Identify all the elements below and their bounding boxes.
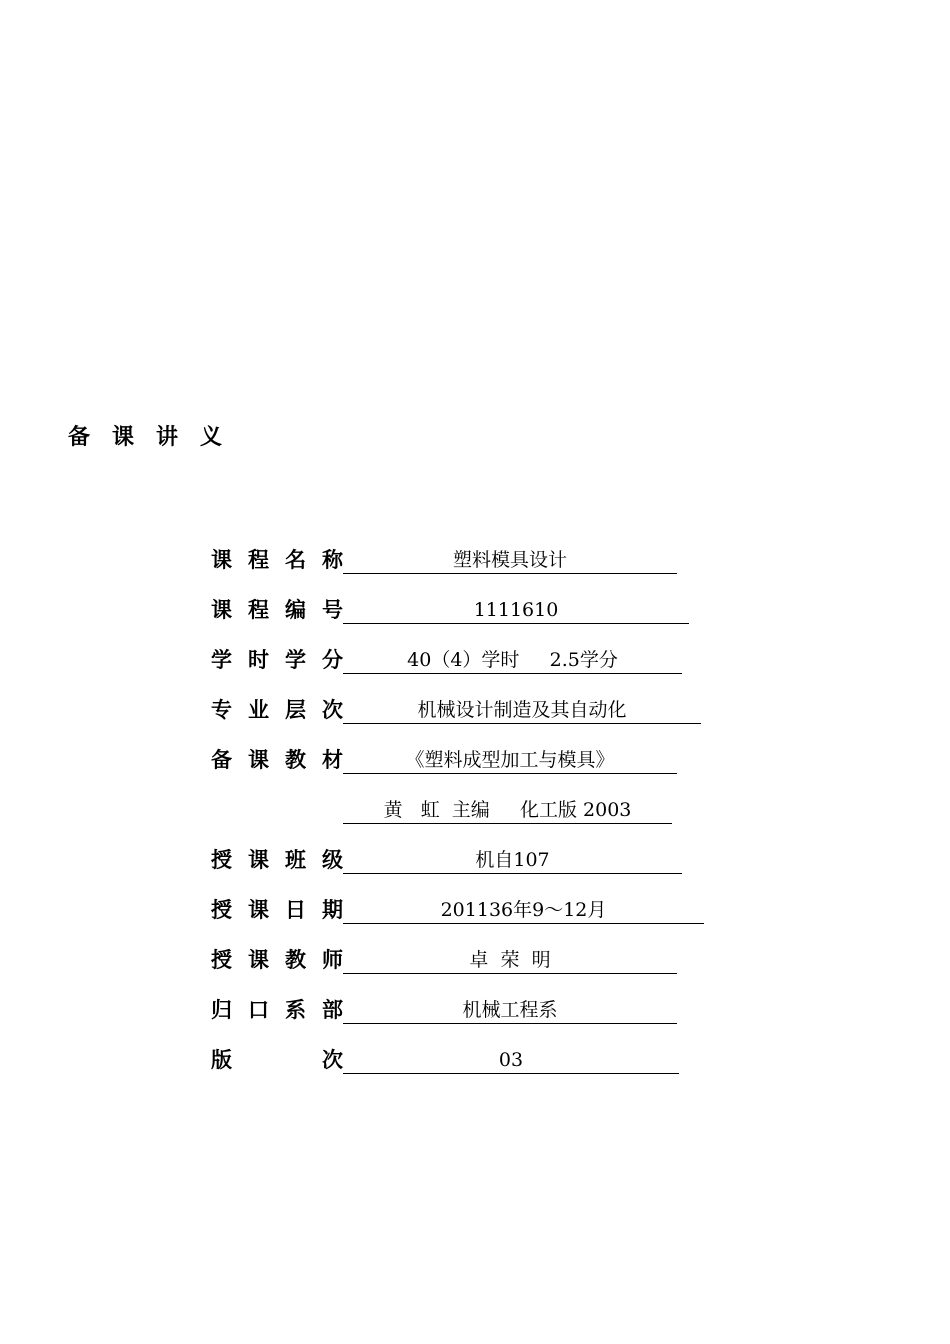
field-value-edition: 03 bbox=[343, 1047, 679, 1074]
label-char: 时 bbox=[248, 648, 269, 672]
field-value-department: 机械工程系 bbox=[343, 997, 677, 1024]
field-label bbox=[211, 946, 343, 974]
label-char: 备 bbox=[211, 748, 232, 772]
label-char: 教 bbox=[285, 948, 306, 972]
label-char: 授 bbox=[211, 898, 232, 922]
label-char: 授 bbox=[211, 948, 232, 972]
label-char: 课 bbox=[248, 948, 269, 972]
label-char: 口 bbox=[248, 998, 269, 1022]
field-row-course-code bbox=[211, 594, 689, 624]
label-char: 级 bbox=[322, 848, 343, 872]
field-row-hours-credits bbox=[211, 644, 682, 674]
field-value-textbook-author: 黄 虹 主编 化工版 2003 bbox=[343, 797, 672, 824]
label-char: 系 bbox=[285, 998, 306, 1022]
field-row-teaching-date bbox=[211, 894, 704, 924]
label-char: 日 bbox=[285, 898, 306, 922]
label-char: 归 bbox=[211, 998, 232, 1022]
page-title: 备课讲义 bbox=[68, 425, 245, 450]
field-label bbox=[211, 1046, 343, 1074]
field-label bbox=[211, 846, 343, 874]
label-char: 师 bbox=[322, 948, 343, 972]
label-char: 专 bbox=[211, 698, 232, 722]
field-value-course-name: 塑料模具设计 bbox=[343, 547, 677, 574]
field-row-edition bbox=[211, 1044, 679, 1074]
field-label bbox=[211, 896, 343, 924]
label-char: 期 bbox=[322, 898, 343, 922]
label-char: 部 bbox=[322, 998, 343, 1022]
field-label bbox=[211, 696, 343, 724]
label-char: 程 bbox=[248, 548, 269, 572]
field-value-teaching-date: 201136年9～12月 bbox=[343, 897, 704, 924]
label-char: 层 bbox=[285, 698, 306, 722]
label-char: 分 bbox=[322, 648, 343, 672]
label-char: 学 bbox=[285, 648, 306, 672]
field-value-teacher: 卓 荣 明 bbox=[343, 947, 677, 974]
field-row-teacher bbox=[211, 944, 677, 974]
label-char: 次 bbox=[322, 698, 343, 722]
label-char: 程 bbox=[248, 598, 269, 622]
field-label bbox=[211, 546, 343, 574]
field-row-class bbox=[211, 844, 682, 874]
field-row-textbook-author bbox=[211, 794, 672, 824]
label-char: 课 bbox=[248, 848, 269, 872]
field-label bbox=[211, 646, 343, 674]
label-char: 材 bbox=[322, 748, 343, 772]
label-char: 班 bbox=[285, 848, 306, 872]
label-char: 课 bbox=[211, 548, 232, 572]
field-label bbox=[211, 596, 343, 624]
field-row-textbook bbox=[211, 744, 677, 774]
field-row-major-level bbox=[211, 694, 701, 724]
label-char: 称 bbox=[322, 548, 343, 572]
label-char: 授 bbox=[211, 848, 232, 872]
label-char: 次 bbox=[322, 1048, 343, 1072]
label-char: 名 bbox=[285, 548, 306, 572]
label-char: 业 bbox=[248, 698, 269, 722]
field-label bbox=[211, 996, 343, 1024]
field-label bbox=[211, 746, 343, 774]
field-value-class: 机自107 bbox=[343, 847, 682, 874]
label-char: 教 bbox=[285, 748, 306, 772]
label-char: 编 bbox=[285, 598, 306, 622]
label-char: 课 bbox=[211, 598, 232, 622]
label-char: 课 bbox=[248, 748, 269, 772]
field-row-department bbox=[211, 994, 677, 1024]
label-char: 课 bbox=[248, 898, 269, 922]
label-char: 版 bbox=[211, 1048, 232, 1072]
field-value-major-level: 机械设计制造及其自动化 bbox=[343, 697, 701, 724]
label-char: 号 bbox=[322, 598, 343, 622]
field-value-course-code: 1111610 bbox=[343, 597, 689, 624]
field-value-textbook: 《塑料成型加工与模具》 bbox=[343, 747, 677, 774]
field-value-hours-credits: 40（4）学时 2.5学分 bbox=[343, 647, 682, 674]
label-char: 学 bbox=[211, 648, 232, 672]
field-row-course-name bbox=[211, 544, 677, 574]
